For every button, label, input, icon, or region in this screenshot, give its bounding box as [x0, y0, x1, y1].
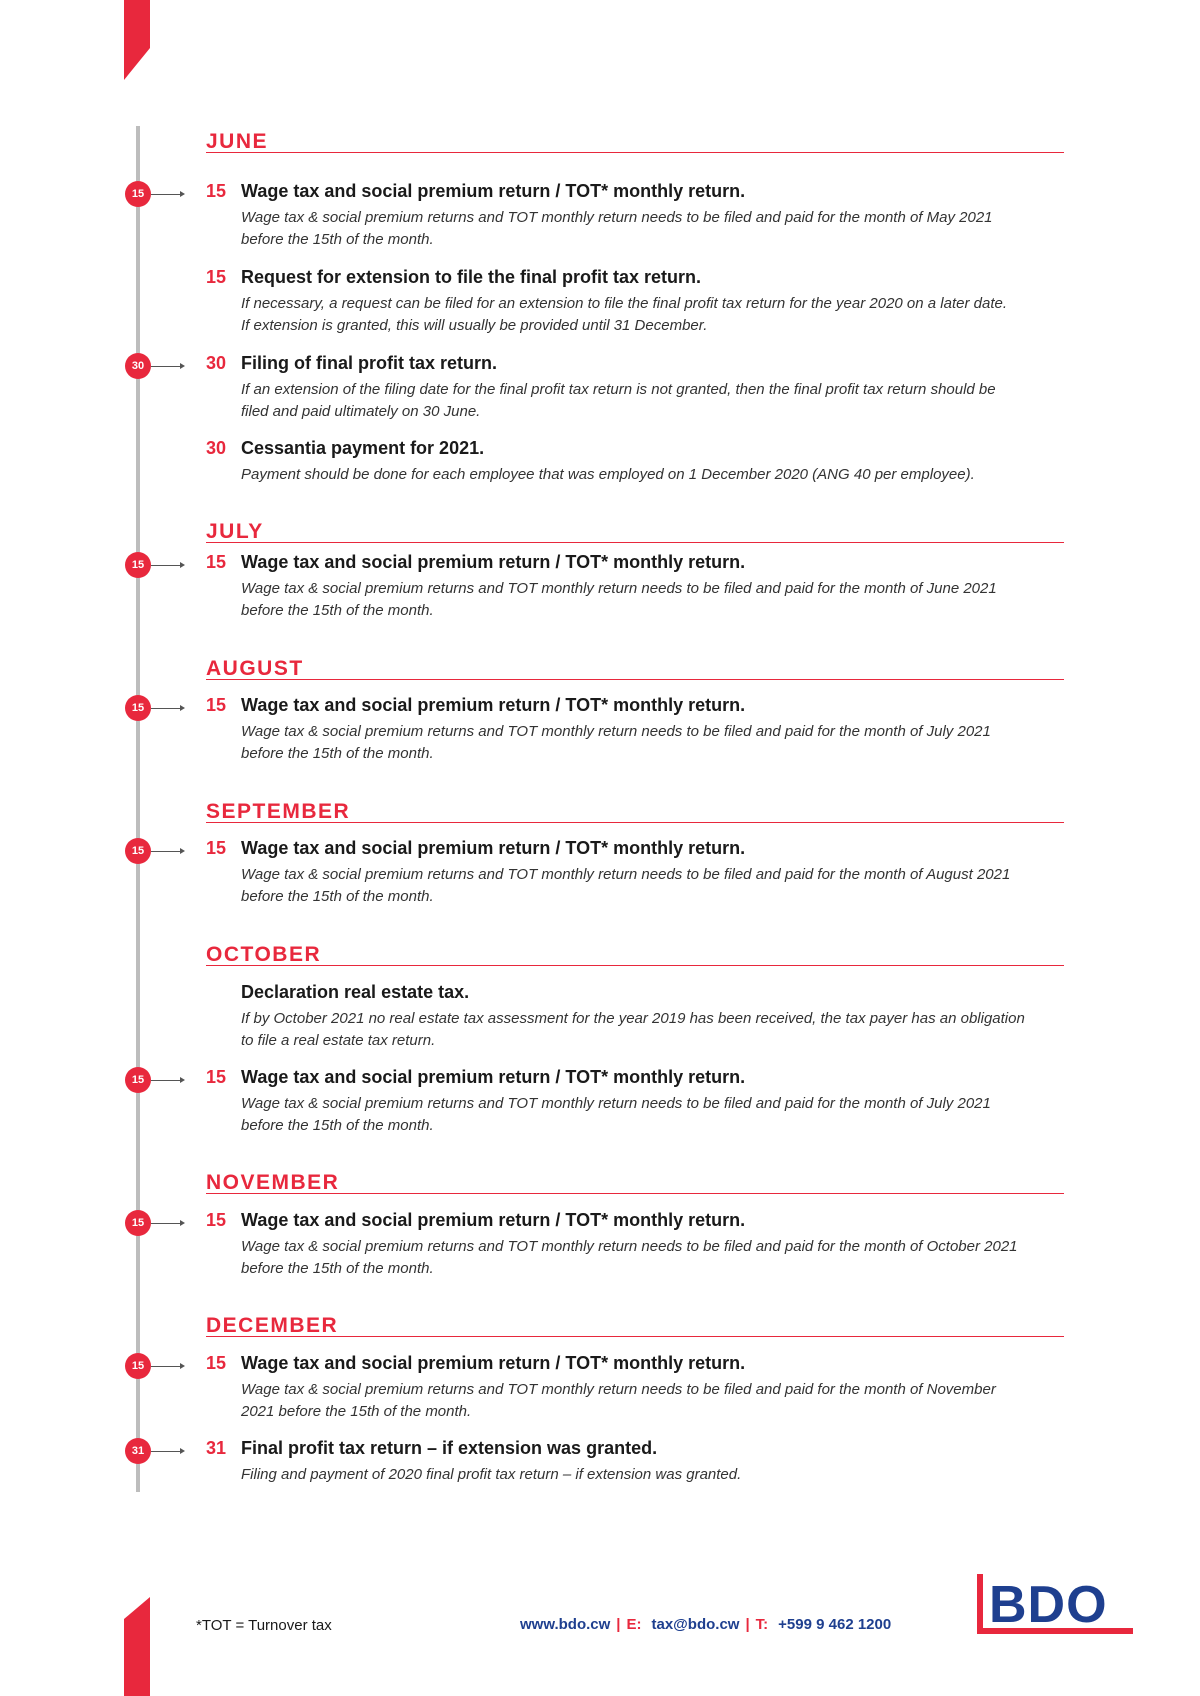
date-marker: 15 — [125, 695, 151, 721]
phone-label: T: — [755, 1616, 769, 1633]
entry-title: Cessantia payment for 2021. — [241, 438, 485, 458]
deadline-entry — [206, 982, 1066, 1052]
month-title: DECEMBER — [206, 1314, 339, 1337]
entry-title: Wage tax and social premium return / TOT* monthly return. — [241, 1210, 746, 1230]
separator: | — [616, 1616, 621, 1633]
marker-connector — [151, 1223, 183, 1224]
month-header-august — [206, 655, 1064, 680]
entry-description: Wage tax & social premium returns and TOT monthly return needs to be filed and paid for the month of July 2021 before the 15th of the month. — [241, 723, 991, 762]
month-header-july — [206, 518, 1064, 543]
contact-line — [520, 1616, 891, 1633]
entry-description: Payment should be done for each employee that was employed on 1 December 2020 (ANG 40 per employee). — [241, 466, 975, 483]
entry-title: Filing of final profit tax return. — [241, 353, 497, 373]
marker-connector — [151, 366, 183, 367]
month-header-june — [206, 128, 1064, 153]
deadline-entry — [206, 438, 1066, 486]
entry-title: Declaration real estate tax. — [241, 982, 470, 1002]
date-marker: 15 — [125, 1210, 151, 1236]
entry-description: Wage tax & social premium returns and TOT monthly return needs to be filed and paid for the month of May 2021 before the 15th of the month. — [241, 209, 993, 248]
deadline-entry — [206, 1438, 1066, 1486]
entry-title: Wage tax and social premium return / TOT* monthly return. — [241, 552, 746, 572]
month-title: NOVEMBER — [206, 1171, 340, 1194]
entry-title: Final profit tax return – if extension was granted. — [241, 1438, 658, 1458]
marker-connector — [151, 565, 183, 566]
month-header-october — [206, 941, 1064, 966]
separator: | — [745, 1616, 750, 1633]
marker-connector — [151, 194, 183, 195]
phone-number: +599 9 462 1200 — [778, 1616, 892, 1633]
date-marker: 15 — [125, 838, 151, 864]
date-marker: 15 — [125, 1353, 151, 1379]
entry-title: Wage tax and social premium return / TOT* monthly return. — [241, 181, 746, 201]
logo-text: BDO — [989, 1576, 1108, 1634]
entry-title: Wage tax and social premium return / TOT* monthly return. — [241, 838, 746, 858]
date-marker: 15 — [125, 552, 151, 578]
marker-connector — [151, 1366, 183, 1367]
footnote: *TOT = Turnover tax — [196, 1617, 332, 1634]
entry-day: 15 — [206, 1067, 227, 1087]
deadline-entry — [206, 267, 1066, 337]
bottom-corner-tab — [124, 1597, 150, 1696]
marker-connector — [151, 1451, 183, 1452]
deadline-entry — [206, 838, 1066, 908]
entry-day: 15 — [206, 181, 227, 201]
date-marker: 15 — [125, 181, 151, 207]
entry-description: Wage tax & social premium returns and TOT monthly return needs to be filed and paid for the month of November 2021 before the 15th of the month. — [241, 1381, 996, 1420]
entry-description: Wage tax & social premium returns and TOT monthly return needs to be filed and paid for the month of October 2021 before the 15th of the month. — [241, 1238, 1018, 1277]
deadline-entry — [206, 1067, 1066, 1137]
entry-day: 15 — [206, 552, 227, 572]
entry-description: Wage tax & social premium returns and TOT monthly return needs to be filed and paid for the month of August 2021 before the 15th of the month. — [241, 866, 1011, 905]
entry-description: Wage tax & social premium returns and TOT monthly return needs to be filed and paid for the month of June 2021 before the 15th of the month. — [241, 580, 997, 619]
entry-description: Wage tax & social premium returns and TOT monthly return needs to be filed and paid for the month of July 2021 before the 15th of the month. — [241, 1095, 991, 1134]
marker-connector — [151, 851, 183, 852]
entry-description: Filing and payment of 2020 final profit tax return – if extension was granted. — [241, 1466, 742, 1483]
date-marker: 15 — [125, 1067, 151, 1093]
date-marker: 30 — [125, 353, 151, 379]
top-corner-tab — [124, 0, 150, 80]
month-title: AUGUST — [206, 657, 304, 680]
date-marker: 31 — [125, 1438, 151, 1464]
email-link[interactable]: tax@bdo.cw — [651, 1616, 740, 1633]
entry-description: If necessary, a request can be filed for an extension to file the final profit tax return for the year 2020 on a later date. If extension is granted, this will usually be provided until 31 December. — [241, 295, 1008, 334]
entry-day: 15 — [206, 1353, 227, 1373]
deadline-entry — [206, 1353, 1066, 1423]
email-label: E: — [626, 1616, 642, 1633]
deadline-entry — [206, 1210, 1066, 1280]
entry-title: Request for extension to file the final profit tax return. — [241, 267, 702, 287]
marker-connector — [151, 708, 183, 709]
entry-title: Wage tax and social premium return / TOT* monthly return. — [241, 695, 746, 715]
entry-title: Wage tax and social premium return / TOT* monthly return. — [241, 1353, 746, 1373]
entry-day: 15 — [206, 267, 227, 287]
timeline-line — [136, 126, 140, 1492]
month-header-november — [206, 1169, 1064, 1194]
month-title: JUNE — [206, 130, 269, 153]
deadline-entry — [206, 353, 1066, 423]
month-title: OCTOBER — [206, 943, 322, 966]
entry-title: Wage tax and social premium return / TOT* monthly return. — [241, 1067, 746, 1087]
month-title: SEPTEMBER — [206, 800, 351, 823]
deadline-entry — [206, 695, 1066, 765]
entry-description: If an extension of the filing date for the final profit tax return is not granted, then the final profit tax return should be filed and paid ultimately on 30 June. — [241, 381, 996, 420]
marker-connector — [151, 1080, 183, 1081]
deadline-entry — [206, 552, 1066, 622]
website-link[interactable]: www.bdo.cw — [520, 1616, 611, 1633]
entry-day: 30 — [206, 353, 227, 373]
entry-day: 15 — [206, 1210, 227, 1230]
entry-description: If by October 2021 no real estate tax assessment for the year 2019 has been received, the tax payer has an obligation to file a real estate tax return. — [241, 1010, 1025, 1049]
entry-day: 15 — [206, 838, 227, 858]
entry-day: 15 — [206, 695, 227, 715]
month-title: JULY — [206, 520, 264, 543]
month-header-september — [206, 798, 1064, 823]
bdo-logo — [975, 1572, 1135, 1638]
entry-day: 30 — [206, 438, 227, 458]
deadline-entry — [206, 181, 1066, 251]
month-header-december — [206, 1312, 1064, 1337]
entry-day: 31 — [206, 1438, 227, 1458]
